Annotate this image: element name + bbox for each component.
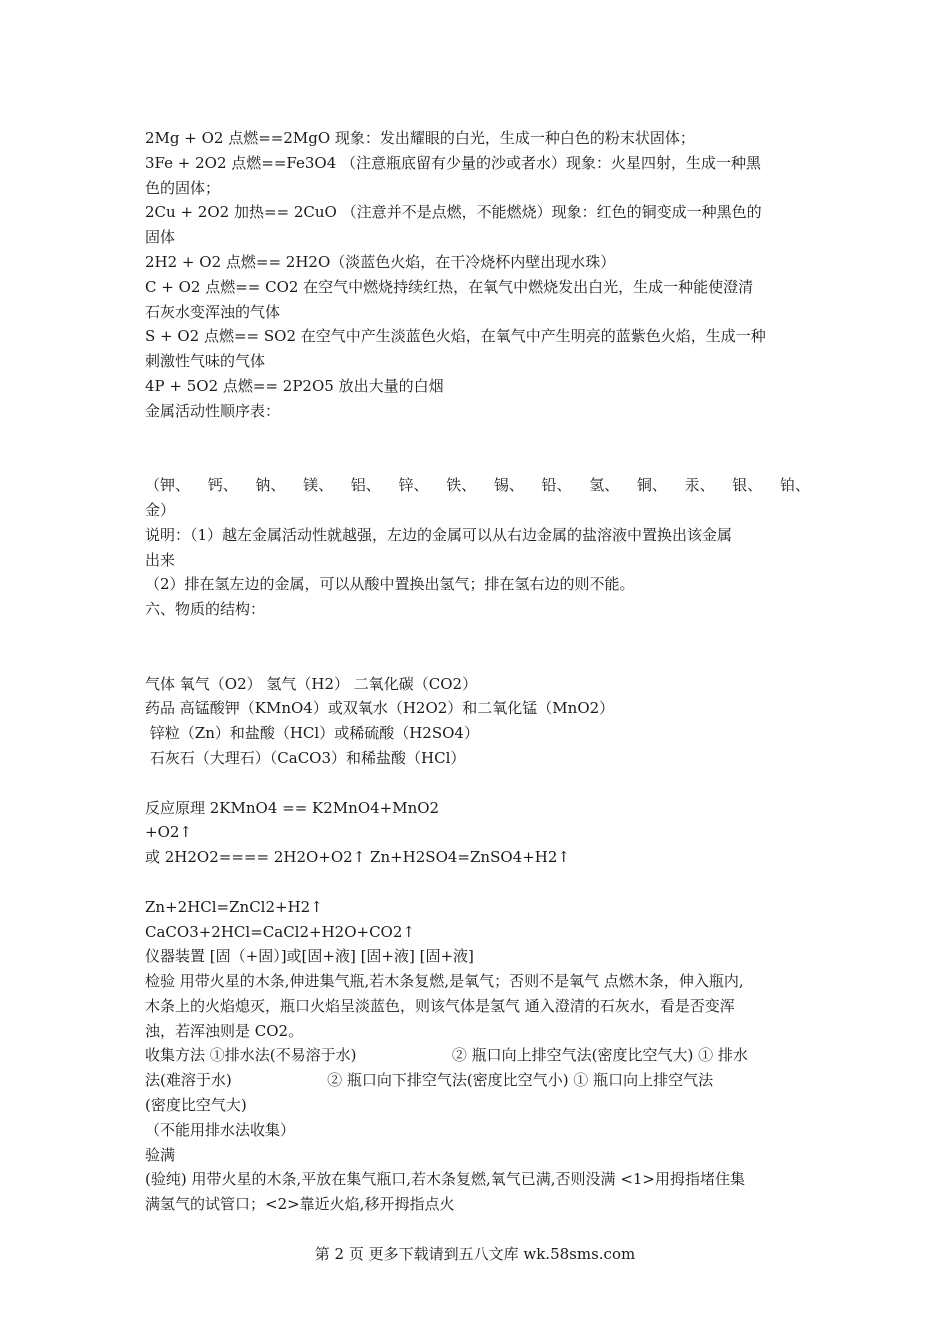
text-line: （2）排在氢左边的金属，可以从酸中置换出氢气；排在氢右边的则不能。 (145, 575, 635, 594)
text-line: 仪器装置 [固（+固）]或[固+液] [固+液] [固+液] (145, 947, 474, 966)
text-line: 法(难溶于水) ② 瓶口向下排空气法(密度比空气小) ① 瓶口向上排空气法 (145, 1071, 714, 1090)
text-line: (密度比空气大) (145, 1096, 247, 1115)
text-line: S + O2 点燃== SO2 在空气中产生淡蓝色火焰，在氧气中产生明亮的蓝紫色火焰，生成一种 (145, 327, 766, 346)
text-line: 收集方法 ①排水法(不易溶于水) ② 瓶口向上排空气法(密度比空气大) ① 排水 (145, 1046, 748, 1065)
metal-activity-series (145, 473, 810, 498)
text-line: 验满 (145, 1145, 176, 1164)
text-line: Zn+2HCl=ZnCl2+H2↑ (145, 897, 323, 916)
text-line: 反应原理 2KMnO4 == K2MnO4+MnO2 (145, 798, 440, 817)
metal-item: 钙、 (207, 476, 238, 495)
metal-item: 银、 (732, 476, 763, 495)
text-line: CaCO3+2HCl=CaCl2+H2O+CO2↑ (145, 922, 415, 941)
metal-item: 钠、 (255, 476, 286, 495)
text-line: (验纯) 用带火星的木条,平放在集气瓶口,若木条复燃,氧气已满,否则没满 <1>用拇指堵住集 (145, 1170, 745, 1189)
text-line: 药品 高锰酸钾（KMnO4）或双氧水（H2O2）和二氧化锰（MnO2） (145, 699, 615, 718)
text-line: 固体 (145, 228, 176, 247)
metal-item-last: 金） (145, 500, 176, 519)
text-line: 4P + 5O2 点燃== 2P2O5 放出大量的白烟 (145, 376, 444, 395)
text-line: 检验 用带火星的木条,伸进集气瓶,若木条复燃,是氧气；否则不是氧气 点燃木条，伸入瓶内, (145, 972, 744, 991)
text-line: 锌粒（Zn）和盐酸（HCl）或稀硫酸（H2SO4） (145, 724, 479, 743)
metal-item: 氢、 (589, 476, 620, 495)
page-footer: 第 2 页 更多下载请到五八文库 wk.58sms.com (314, 1245, 636, 1263)
metal-item: 铝、 (350, 476, 381, 495)
metal-item: 铂、 (779, 476, 810, 495)
metal-item: 锡、 (493, 476, 524, 495)
text-line: 刺激性气味的气体 (145, 352, 266, 371)
section-heading: 六、物质的结构： (145, 600, 266, 619)
metal-item: 铅、 (541, 476, 572, 495)
text-line: 浊，若浑浊则是 CO2。 (145, 1021, 304, 1040)
text-line: 或 2H2O2==== 2H2O+O2↑ Zn+H2SO4=ZnSO4+H2↑ (145, 848, 570, 867)
text-line: 木条上的火焰熄灭，瓶口火焰呈淡蓝色，则该气体是氢气 通入澄清的石灰水，看是否变浑 (145, 996, 735, 1015)
metal-item: 汞、 (684, 476, 715, 495)
section-heading: 金属活动性顺序表： (145, 401, 281, 420)
text-line: +O2↑ (145, 823, 192, 842)
text-line: （不能用排水法收集） (145, 1120, 296, 1139)
text-line: 气体 氧气（O2） 氢气（H2） 二氧化碳（CO2） (145, 674, 478, 693)
metal-item: 镁、 (303, 476, 334, 495)
text-line: 石灰水变浑浊的气体 (145, 302, 281, 321)
document-body (145, 126, 810, 1217)
text-line: 满氢气的试管口；<2>靠近火焰,移开拇指点火 (145, 1195, 455, 1214)
text-line: 2H2 + O2 点燃== 2H2O（淡蓝色火焰，在干冷烧杯内壁出现水珠） (145, 252, 616, 271)
text-line: 3Fe + 2O2 点燃==Fe3O4 （注意瓶底留有少量的沙或者水）现象：火星四射，生成一种黑 (145, 153, 762, 172)
text-line: 说明：（1）越左金属活动性就越强，左边的金属可以从右边金属的盐溶液中置换出该金属 (145, 525, 733, 544)
text-line: C + O2 点燃== CO2 在空气中燃烧持续红热，在氧气中燃烧发出白光，生成一种能使澄清 (145, 277, 754, 296)
text-line: 石灰石（大理石）（CaCO3）和稀盐酸（HCl） (145, 748, 466, 767)
metal-item: （钾、 (145, 476, 191, 495)
text-line: 色的固体； (145, 178, 221, 197)
text-line: 2Cu + 2O2 加热== 2CuO （注意并不是点燃，不能燃烧）现象：红色的铜变成一种黑色的 (145, 203, 762, 222)
text-line: 出来 (145, 550, 176, 569)
text-line: 2Mg + O2 点燃==2MgO 现象：发出耀眼的白光，生成一种白色的粉末状固体； (145, 129, 695, 147)
metal-item: 铁、 (446, 476, 477, 495)
metal-item: 铜、 (636, 476, 667, 495)
metal-item: 锌、 (398, 476, 429, 495)
